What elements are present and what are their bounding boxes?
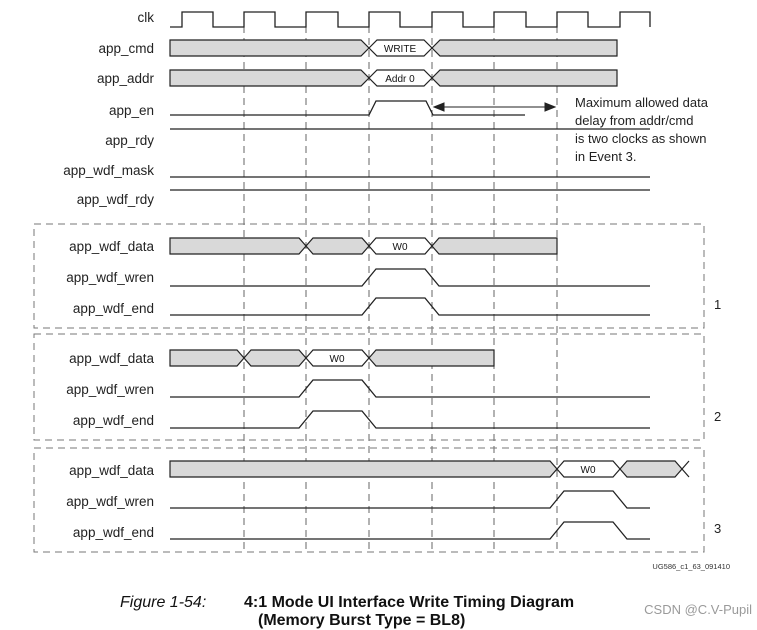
label-event1-wdf-wren: app_wdf_wren — [66, 270, 154, 285]
caption-title-line-2: (Memory Burst Type = BL8) — [258, 612, 466, 629]
annotation-line-4: in Event 3. — [575, 149, 637, 164]
caption-prefix: Figure 1-54: — [120, 594, 207, 611]
label-app-wdf-mask: app_wdf_mask — [63, 163, 154, 178]
label-app-wdf-rdy: app_wdf_rdy — [76, 192, 154, 207]
bus-value-addr0: Addr 0 — [385, 74, 415, 85]
app-en-waveform — [170, 101, 525, 115]
annotation-line-1: Maximum allowed data — [575, 95, 708, 110]
event1-wdf-wren-waveform — [170, 269, 650, 286]
figure-code: UG586_c1_63_091410 — [652, 562, 730, 571]
label-event2-wdf-data: app_wdf_data — [69, 351, 154, 366]
event2-wdf-wren-waveform — [170, 380, 650, 397]
bus-value-w0-event1: W0 — [392, 242, 408, 253]
label-app-addr: app_addr — [96, 71, 154, 86]
event3-wdf-wren-waveform — [170, 491, 650, 508]
watermark: CSDN @C.V-Pupil — [644, 602, 752, 617]
label-event1-wdf-end: app_wdf_end — [72, 301, 154, 316]
bus-value-w0-event3: W0 — [580, 465, 596, 476]
label-event2-wdf-end: app_wdf_end — [72, 413, 154, 428]
group-number-1: 1 — [714, 297, 722, 312]
group-number-2: 2 — [714, 409, 722, 424]
event3-wdf-data-waveform — [170, 461, 689, 477]
event1-wdf-data-waveform — [170, 238, 557, 254]
event2-wdf-end-waveform — [170, 411, 650, 428]
label-app-cmd: app_cmd — [98, 41, 154, 56]
label-event2-wdf-wren: app_wdf_wren — [66, 382, 154, 397]
bus-value-w0-event2: W0 — [329, 354, 345, 365]
bus-value-write: WRITE — [383, 44, 417, 55]
caption-title-line-1: 4:1 Mode UI Interface Write Timing Diagram — [244, 594, 575, 611]
event1-wdf-end-waveform — [170, 298, 650, 315]
clk-waveform — [170, 12, 650, 27]
label-app-en: app_en — [108, 103, 154, 118]
label-event3-wdf-data: app_wdf_data — [69, 463, 154, 478]
label-event1-wdf-data: app_wdf_data — [69, 239, 154, 254]
annotation-line-2: delay from addr/cmd — [575, 113, 694, 128]
group-number-3: 3 — [714, 521, 722, 536]
label-app-rdy: app_rdy — [105, 133, 154, 148]
label-clk: clk — [137, 10, 154, 25]
label-event3-wdf-end: app_wdf_end — [72, 525, 154, 540]
annotation-line-3: is two clocks as shown — [575, 131, 707, 146]
event3-wdf-end-waveform — [170, 522, 650, 539]
label-event3-wdf-wren: app_wdf_wren — [66, 494, 154, 509]
